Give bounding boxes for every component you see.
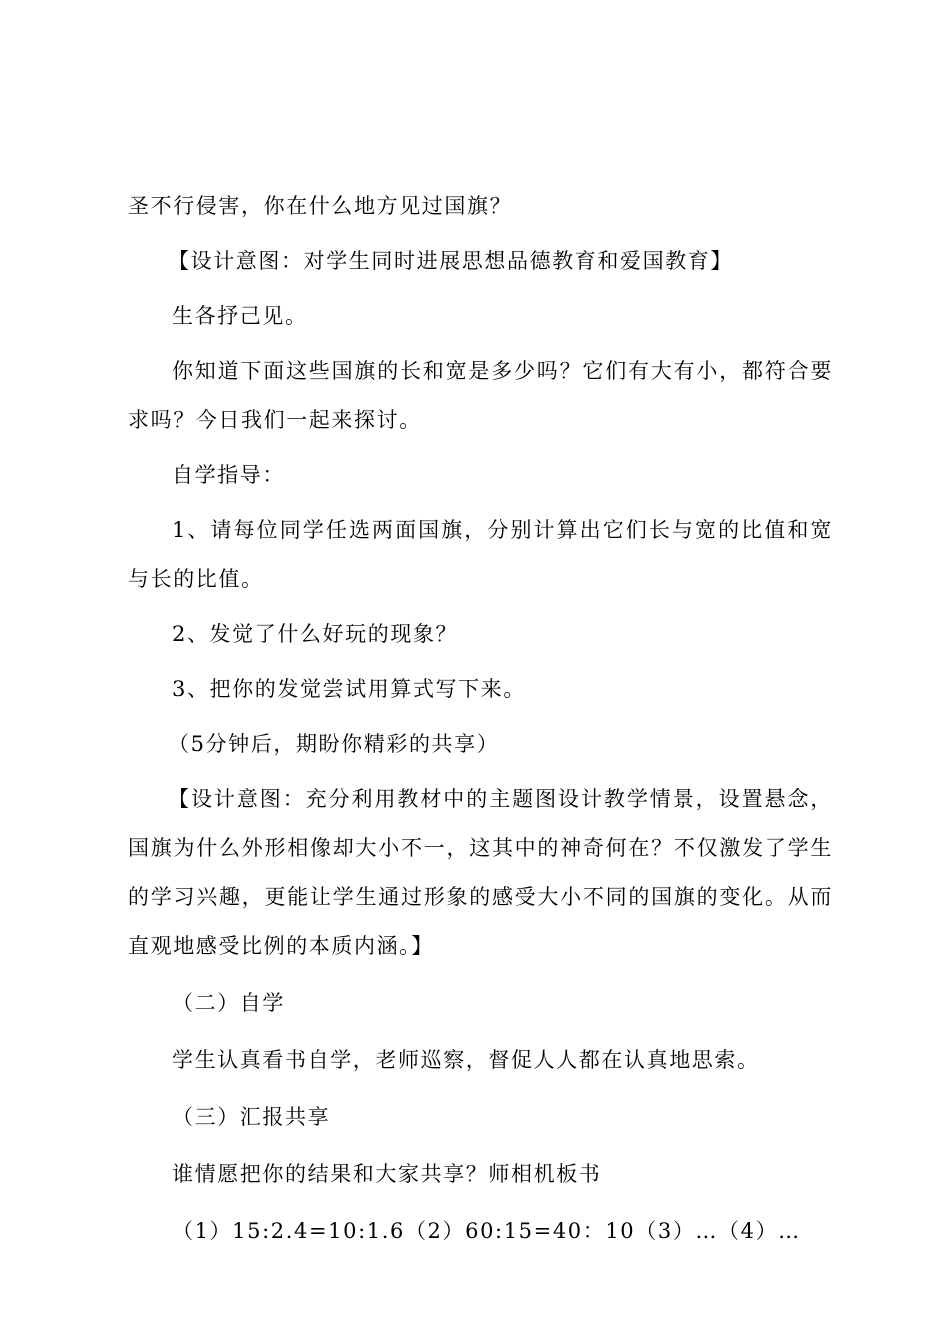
paragraph-guide-step-3: 3、把你的发觉尝试用算式写下来。 (172, 677, 526, 701)
document-body (128, 182, 833, 1256)
paragraph-guide-step-2: 2、发觉了什么好玩的现象？ (172, 622, 459, 646)
paragraph-question-flag: 圣不行侵害，你在什么地方见过国旗？ (128, 194, 513, 218)
paragraph-students-opinions: 生各抒己见。 (172, 304, 308, 328)
paragraph-share-prompt: 谁情愿把你的结果和大家共享？师相机板书 (172, 1162, 602, 1186)
paragraph-ratio-examples: （1）15:2.4=10:1.6（2）60:15=40：10（3）…（4）… (172, 1219, 801, 1243)
paragraph-flag-size-question: 你知道下面这些国旗的长和宽是多少吗？它们有大有小，都符合要求吗？今日我们一起来探讨。 (128, 359, 833, 432)
paragraph-section-self-study: （二）自学 (172, 991, 285, 1015)
paragraph-sharing-note: （5分钟后，期盼你精彩的共享） (168, 732, 500, 756)
paragraph-design-intent-2: 【设计意图：充分利用教材中的主题图设计教学情景，设置悬念，国旗为什么外形相像却大小不一，这其中的神奇何在？不仅激发了学生的学习兴趣，更能让学生通过形象的感受大小不同的国旗的变化。从而直观地感受比例的本质内涵。】 (128, 787, 833, 958)
paragraph-teacher-patrol: 学生认真看书自学，老师巡察，督促人人都在认真地思索。 (172, 1048, 760, 1072)
paragraph-section-report: （三）汇报共享 (172, 1105, 331, 1129)
paragraph-guide-step-1: 1、请每位同学任选两面国旗，分别计算出它们长与宽的比值和宽与长的比值。 (128, 518, 833, 591)
paragraph-design-intent-1: 【设计意图：对学生同时进展思想品德教育和爱国教育】 (168, 249, 733, 273)
paragraph-self-study-guide: 自学指导： (172, 463, 285, 487)
